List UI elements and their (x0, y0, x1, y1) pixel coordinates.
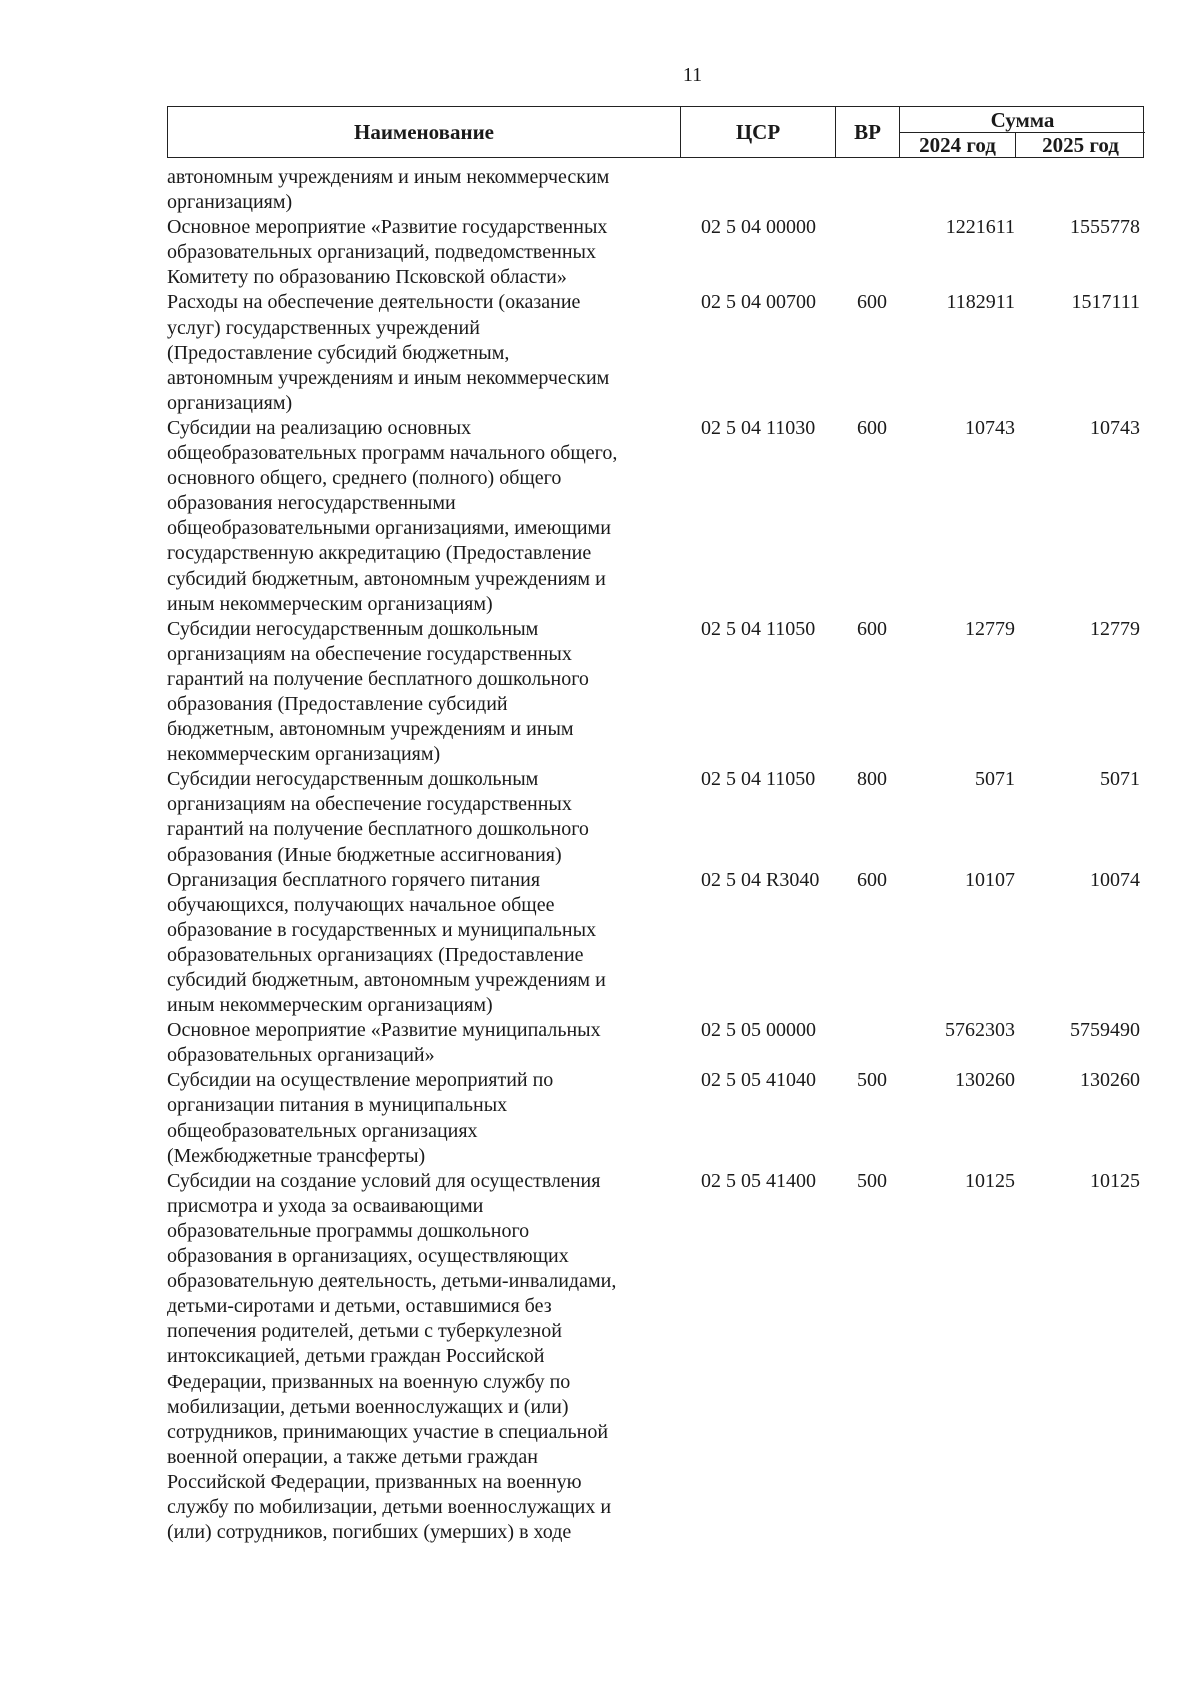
table-row (167, 165, 1144, 215)
row-sum-2025: 130260 (1080, 1069, 1140, 1092)
row-csr: 02 5 05 41400 (701, 1169, 816, 1192)
table-row (167, 416, 1144, 617)
row-name: Субсидии негосударственным дошкольным организациям на обеспечение государственных гарантий на получение бесплатного дошкольного образования (Предоставление субсидий бюджетным, автономным учреждениям и иным некоммерческим организациям) (167, 617, 589, 766)
row-csr: 02 5 04 00700 (701, 291, 816, 314)
row-csr: 02 5 04 11050 (701, 768, 816, 791)
row-name: Субсидии негосударственным дошкольным организациям на обеспечение государственных гарантий на получение бесплатного дошкольного образования (Иные бюджетные ассигнования) (167, 768, 589, 866)
row-name: Субсидии на создание условий для осуществления присмотра и ухода за осваивающими образовательные программы дошкольного образования в организациях, осуществляющих образовательную деятельность, детьми-инвалидами, детьми-сиротами и детьми, оставшимися без попечения родителей, детьми с туберкулезной интоксикацией, детьми граждан Российской Федерации, призванных на военную службу по мобилизации, детьми военнослужащих и (или) сотрудников, принимающих участие в специальной военной операции, а также детьми граждан Российской Федерации, призванных на военную службу по мобилизации, детьми военнослужащих и (или) сотрудников, погибших (умерших) в ходе (167, 1169, 617, 1544)
row-vr: 600 (857, 416, 887, 439)
row-vr: 500 (857, 1169, 887, 1192)
row-csr: 02 5 05 41040 (701, 1069, 816, 1092)
row-name: Основное мероприятие «Развитие муниципальных образовательных организаций» (167, 1019, 601, 1067)
row-name: Субсидии на осуществление мероприятий по организации питания в муниципальных общеобразовательных организациях (Межбюджетные трансферты) (167, 1069, 554, 1167)
table-row (167, 767, 1144, 867)
row-sum-2025: 1555778 (1070, 216, 1140, 239)
row-csr: 02 5 04 11050 (701, 617, 816, 640)
table-row (167, 868, 1144, 1019)
table-header (167, 106, 1144, 158)
row-name: Субсидии на реализацию основных общеобразовательных программ начального общего, основного общего, среднего (полного) общего образования негосударственными общеобразовательными организациями, имеющими государственную аккредитацию (Предоставление субсидий бюджетным, автономным учреждениям и иным некоммерческим организациям) (167, 416, 618, 615)
row-vr: 600 (857, 868, 887, 891)
table-row (167, 215, 1144, 290)
row-sum-2024: 12779 (965, 617, 1015, 640)
row-sum-2024: 5071 (975, 768, 1015, 791)
row-sum-2025: 10125 (1090, 1169, 1140, 1192)
table-row (167, 1169, 1144, 1545)
header-sum: Сумма (900, 107, 1145, 133)
row-sum-2024: 1182911 (946, 291, 1015, 314)
row-name: Расходы на обеспечение деятельности (оказание услуг) государственных учреждений (Предоставление субсидий бюджетным, автономным учреждениям и иным некоммерческим организациям) (167, 291, 610, 414)
row-sum-2025: 1517111 (1071, 291, 1140, 314)
table-row (167, 617, 1144, 768)
row-sum-2025: 10074 (1090, 868, 1140, 891)
row-name: Основное мероприятие «Развитие государственных образовательных организаций, подведомственных Комитету по образованию Псковской области» (167, 216, 608, 289)
row-name: Организация бесплатного горячего питания обучающихся, получающих начальное общее образование в государственных и муниципальных образовательных организациях (Предоставление субсидий бюджетным, автономным учреждениям и иным некоммерческим организациям) (167, 868, 606, 1017)
table-row (167, 290, 1144, 415)
header-name: Наименование (168, 107, 681, 157)
row-csr: 02 5 05 00000 (701, 1019, 816, 1042)
row-vr: 500 (857, 1069, 887, 1092)
page-number: 11 (682, 64, 703, 86)
row-sum-2025: 12779 (1090, 617, 1140, 640)
row-sum-2024: 10125 (965, 1169, 1015, 1192)
header-csr: ЦСР (681, 107, 836, 157)
row-sum-2024: 10107 (965, 868, 1015, 891)
row-sum-2025: 5759490 (1070, 1019, 1140, 1042)
row-vr: 600 (857, 617, 887, 640)
header-year-2025: 2025 год (1042, 133, 1119, 157)
row-vr: 800 (857, 768, 887, 791)
row-vr: 600 (857, 291, 887, 314)
row-name: автономным учреждениям и иным некоммерческим организациям) (167, 166, 610, 214)
row-sum-2025: 5071 (1100, 768, 1140, 791)
row-sum-2024: 1221611 (945, 216, 1015, 239)
table-row (167, 1068, 1144, 1168)
row-csr: 02 5 04 00000 (701, 216, 816, 239)
table-body (167, 165, 1144, 1545)
row-csr: 02 5 04 11030 (701, 416, 816, 439)
row-sum-2024: 130260 (955, 1069, 1015, 1092)
row-sum-2024: 5762303 (945, 1019, 1015, 1042)
row-sum-2024: 10743 (965, 416, 1015, 439)
row-csr: 02 5 04 R3040 (701, 868, 820, 891)
header-vr: ВР (836, 107, 900, 157)
table-row (167, 1018, 1144, 1068)
header-year-2024: 2024 год (900, 133, 1016, 157)
row-sum-2025: 10743 (1090, 416, 1140, 439)
